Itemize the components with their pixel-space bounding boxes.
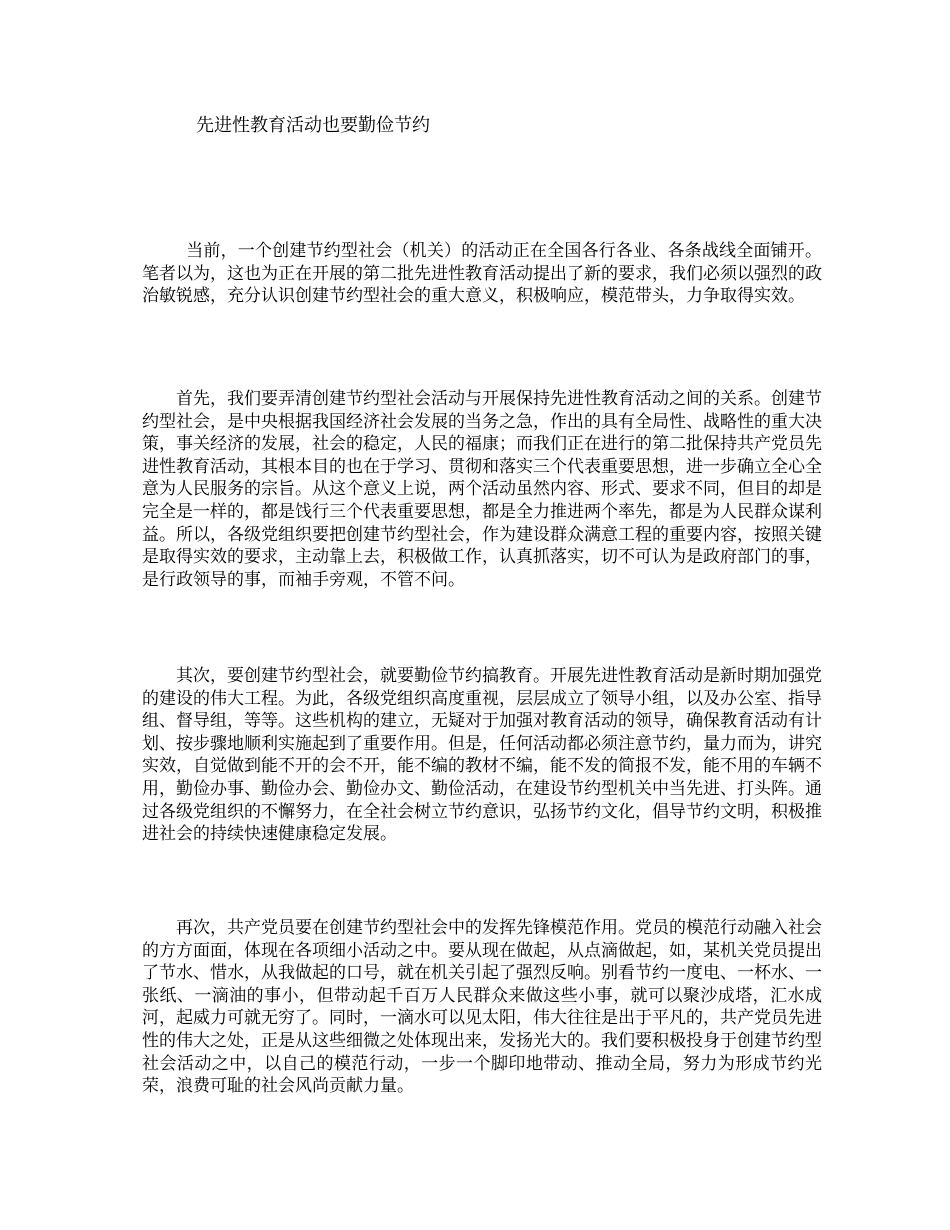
document-title: 先进性教育活动也要勤俭节约 [196,115,430,136]
paragraph-second: 其次，要创建节约型社会，就要勤俭节约搞教育。开展先进性教育活动是新时期加强党的建设的伟大工程。为此，各级党组织高度重视，层层成立了领导小组，以及办公室、指导组、督导组，等等。这些机构的建立，无疑对于加强对教育活动的领导，确保教育活动有计划、按步骤地顺利实施起到了重要作用。但是，任何活动都必须注意节约，量力而为，讲究实效，自觉做到能不开的会不开，能不编的教材不编，能不发的简报不发，能不用的车辆不用，勤俭办事、勤俭办会、勤俭办文、勤俭活动，在建设节约型机关中当先进、打头阵。通过各级党组织的不懈努力，在全社会树立节约意识，弘扬节约文化，倡导节约文明，积极推进社会的持续快速健康稳定发展。 [142,666,822,845]
paragraph-intro: 当前，一个创建节约型社会（机关）的活动正在全国各行各业、各条战线全面铺开。笔者以为，这也为正在开展的第二批先进性教育活动提出了新的要求，我们必须以强烈的政治敏锐感，充分认识创建节约型社会的重大意义，积极响应，模范带头，力争取得实效。 [142,241,822,307]
paragraph-first: 首先，我们要弄清创建节约型社会活动与开展保持先进性教育活动之间的关系。创建节约型社会，是中央根据我国经济社会发展的当务之急，作出的具有全局性、战略性的重大决策，事关经济的发展，社会的稳定，人民的福康；而我们正在进行的第二批保持共产党员先进性教育活动，其根本目的也在于学习、贯彻和落实三个代表重要思想，进一步确立全心全意为人民服务的宗旨。从这个意义上说，两个活动虽然内容、形式、要求不同，但目的却是完全是一样的，都是饯行三个代表重要思想，都是全力推进两个率先，都是为人民群众谋利益。所以，各级党组织要把创建节约型社会，作为建设群众满意工程的重要内容，按照关键是取得实效的要求，主动靠上去，积极做工作，认真抓落实，切不可认为是政府部门的事，是行政领导的事，而袖手旁观，不管不问。 [142,389,822,590]
paragraph-third: 再次，共产党员要在创建节约型社会中的发挥先锋模范作用。党员的模范行动融入社会的方方面面，体现在各项细小活动之中。要从现在做起，从点滴做起，如，某机关党员提出了节水、惜水，从我做起的口号，就在机关引起了强烈反响。别看节约一度电、一杯水、一张纸、一滴油的事小，但带动起千百万人民群众来做这些小事，就可以聚沙成塔，汇水成河，起威力可就无穷了。同时，一滴水可以见太阳，伟大往往是出于平凡的，共产党员先进性的伟大之处，正是从这些细微之处体现出来，发扬光大的。我们要积极投身于创建节约型社会活动之中，以自己的模范行动，一步一个脚印地带动、推动全局，努力为形成节约光荣，浪费可耻的社会风尚贡献力量。 [142,918,822,1097]
